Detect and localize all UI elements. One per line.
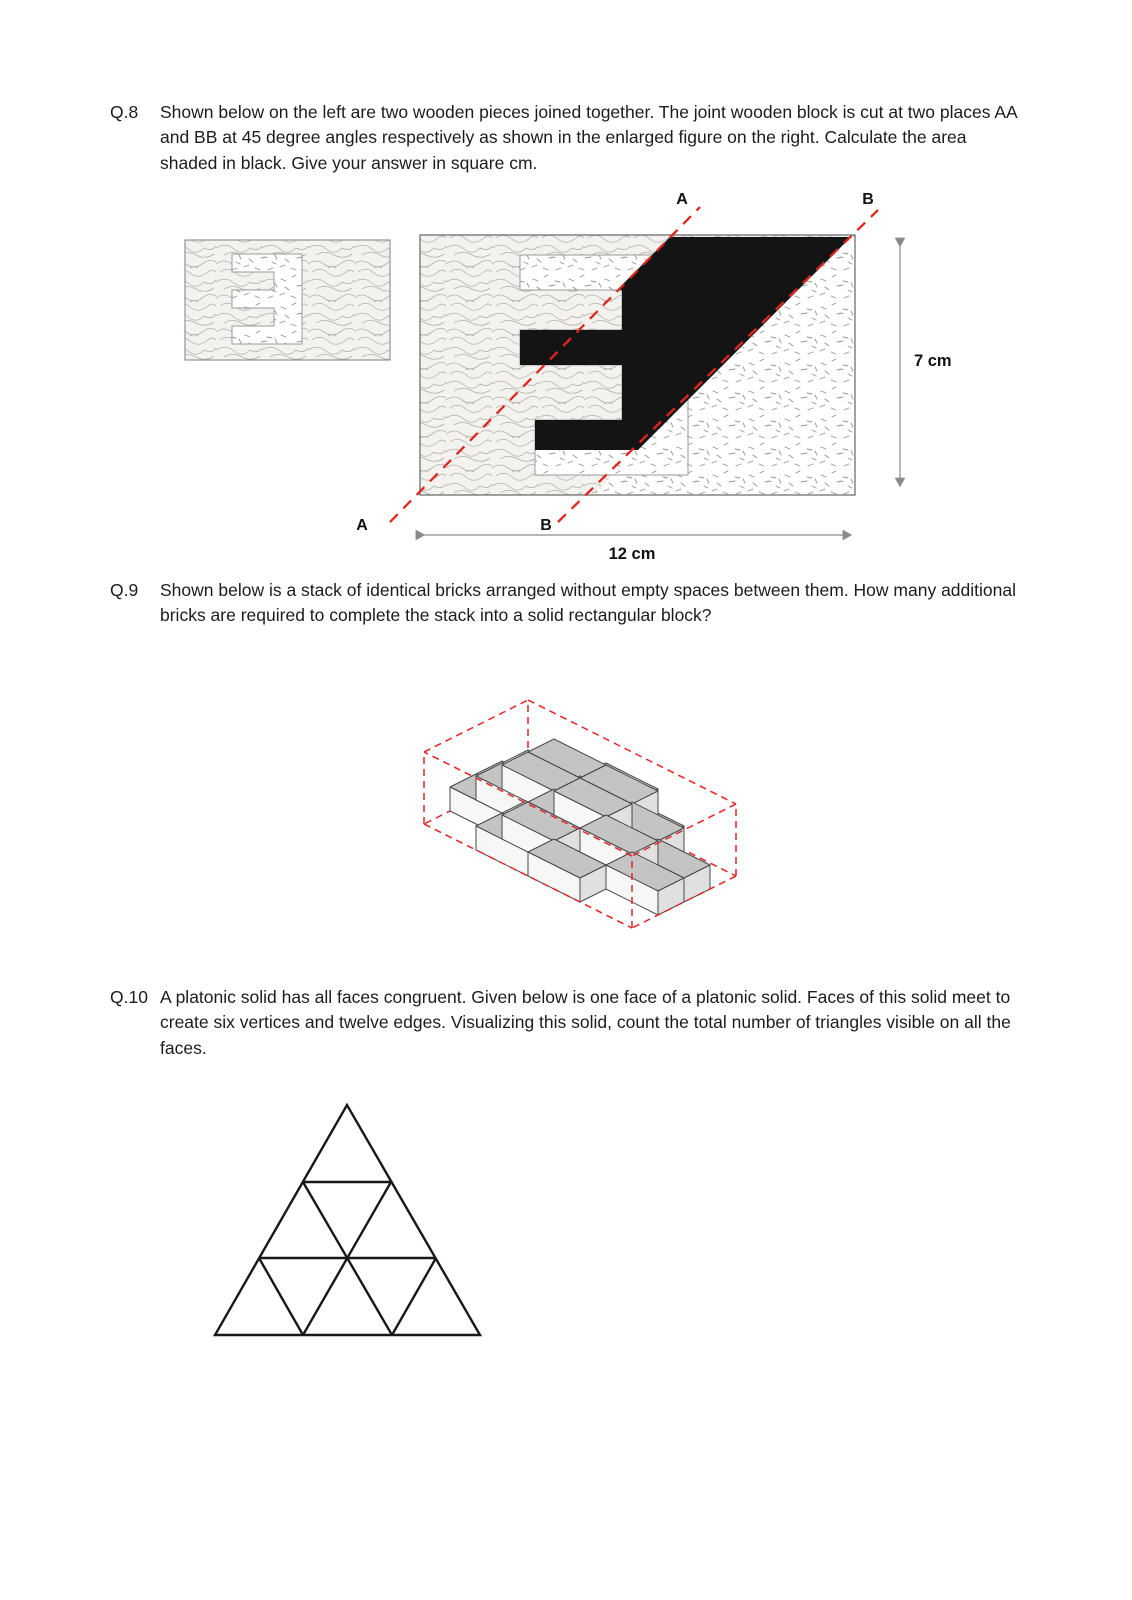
q9-figure xyxy=(330,674,830,969)
q8-label-b-top: B xyxy=(862,191,874,208)
q8-enlarged-figure xyxy=(356,191,951,563)
q8-dimension-width xyxy=(424,535,851,563)
question-q9 xyxy=(110,578,1018,629)
question-q10-text: A platonic solid has all faces congruent. Given below is one face of a platonic solid. Faces of this solid meet to create six vertices and twelve edges. Visualizing this solid, count the total number of triangles visible on all the faces. xyxy=(160,987,1011,1058)
q8-dim-width-label: 12 cm xyxy=(608,545,656,563)
q9-brick-stack-svg xyxy=(330,674,830,964)
question-q8-number: Q.8 xyxy=(110,102,139,122)
q8-figure xyxy=(170,190,970,580)
question-q8-text: Shown below on the left are two wooden pieces joined together. The joint wooden block is cut at two places AA and BB at 45 degree angles respectively as shown in the enlarged figure on the right. Calculate the area shaded in black. Give your answer in square cm. xyxy=(160,102,1017,173)
q8-label-b-bottom: B xyxy=(540,517,552,534)
q8-dimension-height xyxy=(900,246,952,486)
question-q9-number: Q.9 xyxy=(110,580,139,600)
question-q8 xyxy=(110,100,1018,176)
q10-subdivided-triangle xyxy=(215,1105,480,1335)
q10-triangle-svg xyxy=(205,1098,495,1343)
q8-small-figure xyxy=(185,240,390,360)
question-q10-number: Q.10 xyxy=(110,987,148,1007)
q10-figure xyxy=(205,1098,495,1348)
q8-figure-svg xyxy=(170,190,970,575)
question-q9-text: Shown below is a stack of identical bricks arranged without empty spaces between them. How many additional bricks are required to complete the stack into a solid rectangular block? xyxy=(160,580,1016,626)
question-q10 xyxy=(110,985,1018,1061)
q8-label-a-top: A xyxy=(676,191,688,208)
q8-label-a-bottom: A xyxy=(356,517,368,534)
q8-dim-height-label: 7 cm xyxy=(914,352,952,370)
q9-bricks xyxy=(450,739,710,915)
q8-small-e-joint xyxy=(232,254,302,344)
